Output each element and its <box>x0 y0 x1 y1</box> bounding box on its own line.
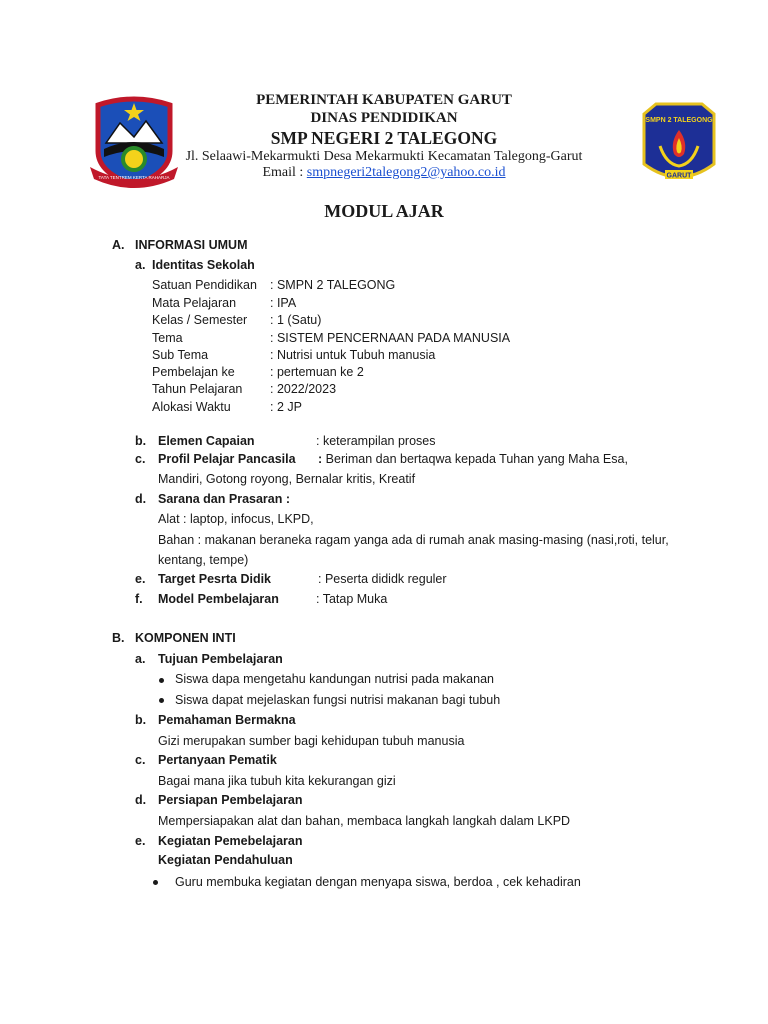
section-a-label: A. <box>112 238 125 252</box>
elemen-capaian-value: : keterampilan proses <box>316 434 436 448</box>
identity-key: Pembelajan ke <box>152 365 235 379</box>
email-line <box>0 165 768 181</box>
identity-value: : 1 (Satu) <box>270 313 322 327</box>
section-b-title: KOMPONEN INTI <box>135 631 236 645</box>
identity-value: : SMPN 2 TALEGONG <box>270 278 396 292</box>
elemen-capaian-title: Elemen Capaian <box>158 434 255 448</box>
section-a-title: INFORMASI UMUM <box>135 238 248 252</box>
identity-key: Mata Pelajaran <box>152 296 237 310</box>
identity-value: : 2 JP <box>270 400 302 414</box>
sarana-bahan-2: kentang, tempe) <box>158 553 249 567</box>
tujuan-title: Tujuan Pembelajaran <box>158 652 283 666</box>
a-item-title: Identitas Sekolah <box>152 258 255 272</box>
bullet-dot <box>153 880 158 885</box>
b-c-label: c. <box>135 753 146 767</box>
identity-key: Sub Tema <box>152 348 209 362</box>
email-label: Email : <box>262 165 304 180</box>
b-a-label: a. <box>135 652 146 666</box>
b-d-label: d. <box>135 793 147 807</box>
sarana-title: Sarana dan Prasaran : <box>158 492 291 506</box>
email-link[interactable]: smpnegeri2talegong2@yahoo.co.id <box>306 165 506 180</box>
right-logo-top-text: SMPN 2 TALEGONG <box>645 117 713 124</box>
identity-key: Kelas / Semester <box>152 313 248 327</box>
profil-pelajar-cont: Mandiri, Gotong royong, Bernalar kritis, Kreatif <box>158 472 416 486</box>
profil-pelajar-title: Profil Pelajar Pancasila <box>158 452 296 466</box>
identity-value: : Nutrisi untuk Tubuh manusia <box>270 348 436 362</box>
identity-key: Satuan Pendidikan <box>152 278 257 292</box>
b-item-label: b. <box>135 434 147 448</box>
sarana-bahan-1: Bahan : makanan beraneka ragam yanga ada di rumah anak masing-masing (nasi,roti, telur, <box>158 533 669 547</box>
profil-pelajar-text-visible: Beriman dan bertaqwa kepada Tuhan yang Maha Esa, <box>325 452 628 466</box>
bullet-dot <box>159 698 164 703</box>
school-address: Jl. Selaawi-Mekarmukti Desa Mekarmukti Kecamatan Talegong-Garut <box>185 149 583 164</box>
right-logo-bottom-text: GARUT <box>666 172 692 180</box>
b-e-label: e. <box>135 834 146 848</box>
tujuan-bullet: Siswa dapat mejelaskan fungsi nutrisi makanan bagi tubuh <box>175 693 501 707</box>
pertanyaan-title: Pertanyaan Pematik <box>158 753 277 767</box>
identity-value: : IPA <box>270 296 297 310</box>
b-b-label: b. <box>135 713 147 727</box>
persiapan-title: Persiapan Pembelajaran <box>158 793 303 807</box>
model-value: : Tatap Muka <box>316 592 388 606</box>
d-item-label: d. <box>135 492 147 506</box>
f-item-label: f. <box>135 592 143 606</box>
profil-pelajar-value: : Beriman dan bertaqwa kepada Tuhan yang Maha Esa, <box>318 452 628 466</box>
tujuan-bullet: Siswa dapa mengetahu kandungan nutrisi pada makanan <box>175 672 494 686</box>
bullet-dot <box>159 678 164 683</box>
model-title: Model Pembelajaran <box>158 592 279 606</box>
a-item-label: a. <box>135 258 146 272</box>
kegiatan-bullet: Guru membuka kegiatan dengan menyapa siswa, berdoa , cek kehadiran <box>175 875 581 889</box>
persiapan-text: Mempersiapakan alat dan bahan, membaca langkah langkah dalam LKPD <box>158 814 571 828</box>
identity-key: Tahun Pelajaran <box>152 382 243 396</box>
e-item-label: e. <box>135 572 146 586</box>
identity-value: : SISTEM PENCERNAAN PADA MANUSIA <box>270 331 511 345</box>
c-item-label: c. <box>135 452 146 466</box>
header-line-2: DINAS PENDIDIKAN <box>310 110 458 126</box>
identity-key: Tema <box>152 331 183 345</box>
identity-value: : 2022/2023 <box>270 382 337 396</box>
school-name: SMP NEGERI 2 TALEGONG <box>270 128 498 148</box>
left-logo-motto: TATA TENTREM KERTA RAHARJA <box>98 175 170 180</box>
pertanyaan-text: Bagai mana jika tubuh kita kekurangan gizi <box>158 774 396 788</box>
sarana-alat: Alat : laptop, infocus, LKPD, <box>158 512 314 526</box>
identity-key: Alokasi Waktu <box>152 400 231 414</box>
header-line-1: PEMERINTAH KABUPATEN GARUT <box>256 92 512 108</box>
pemahaman-text: Gizi merupakan sumber bagi kehidupan tubuh manusia <box>158 734 465 748</box>
kegiatan-subtitle: Kegiatan Pendahuluan <box>158 853 293 867</box>
kegiatan-title: Kegiatan Pemebelajaran <box>158 834 303 848</box>
target-title: Target Pesrta Didik <box>158 572 272 586</box>
page-title: MODUL AJAR <box>324 201 444 221</box>
pemahaman-title: Pemahaman Bermakna <box>158 713 296 727</box>
identity-value: : pertemuan ke 2 <box>270 365 364 379</box>
section-b-label: B. <box>112 631 125 645</box>
target-value: : Peserta dididk reguler <box>318 572 447 586</box>
